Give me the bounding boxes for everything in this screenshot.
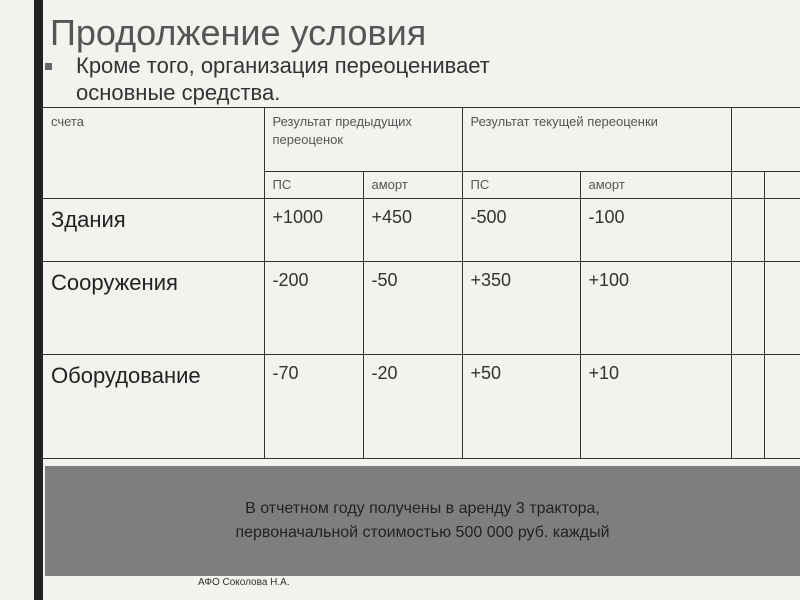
cell-curr-ps: +350: [462, 262, 580, 355]
header-current-results: Результат текущей переоценки: [462, 108, 731, 172]
cell-prev-ps: -200: [264, 262, 363, 355]
subheader-ps-prev: ПС: [264, 172, 363, 199]
cell-prev-ps: -70: [264, 355, 363, 459]
subheader-amort-curr: аморт: [580, 172, 731, 199]
revaluation-table: [43, 107, 800, 459]
info-line-1: В отчетном году получены в аренду 3 трактора,: [245, 500, 600, 517]
footer-author: АФО Соколова Н.А.: [198, 577, 290, 588]
subheader-ps-curr: ПС: [462, 172, 580, 199]
header-empty-cell: [731, 108, 800, 172]
cell-empty: [764, 199, 800, 262]
info-text: [235, 497, 609, 545]
subheader-empty-2: [764, 172, 800, 199]
cell-prev-amort: -20: [363, 355, 462, 459]
cell-prev-amort: +450: [363, 199, 462, 262]
subtitle-line-2: основные средства.: [76, 80, 281, 105]
left-accent-bar: [34, 0, 43, 600]
cell-prev-ps: +1000: [264, 199, 363, 262]
cell-empty: [764, 355, 800, 459]
bullet-square-icon: [45, 63, 52, 70]
cell-curr-ps: -500: [462, 199, 580, 262]
row-label-buildings: Здания: [43, 199, 264, 262]
cell-curr-amort: -100: [580, 199, 731, 262]
header-account: счета: [43, 108, 264, 199]
slide-title: Продолжение условия: [50, 12, 427, 53]
cell-prev-amort: -50: [363, 262, 462, 355]
cell-empty: [731, 355, 764, 459]
cell-curr-ps: +50: [462, 355, 580, 459]
row-label-equipment: Оборудование: [43, 355, 264, 459]
slide-subtitle: [76, 52, 490, 106]
cell-curr-amort: +10: [580, 355, 731, 459]
subheader-amort-prev: аморт: [363, 172, 462, 199]
info-line-2: первоначальной стоимостью 500 000 руб. каждый: [235, 524, 610, 541]
table-row: [43, 199, 800, 262]
info-box: [45, 466, 800, 576]
cell-empty: [731, 262, 764, 355]
header-prev-line-1: Результат предыдущих: [272, 114, 412, 129]
table-header-row: [43, 108, 800, 172]
cell-curr-amort: +100: [580, 262, 731, 355]
row-label-structures: Сооружения: [43, 262, 264, 355]
cell-empty: [731, 199, 764, 262]
table-row: [43, 262, 800, 355]
cell-empty: [764, 262, 800, 355]
subheader-empty-1: [731, 172, 764, 199]
header-previous-results: [264, 108, 462, 172]
header-prev-line-2: переоценок: [272, 132, 344, 147]
table-row: [43, 355, 800, 459]
subtitle-line-1: Кроме того, организация переоценивает: [76, 53, 490, 78]
